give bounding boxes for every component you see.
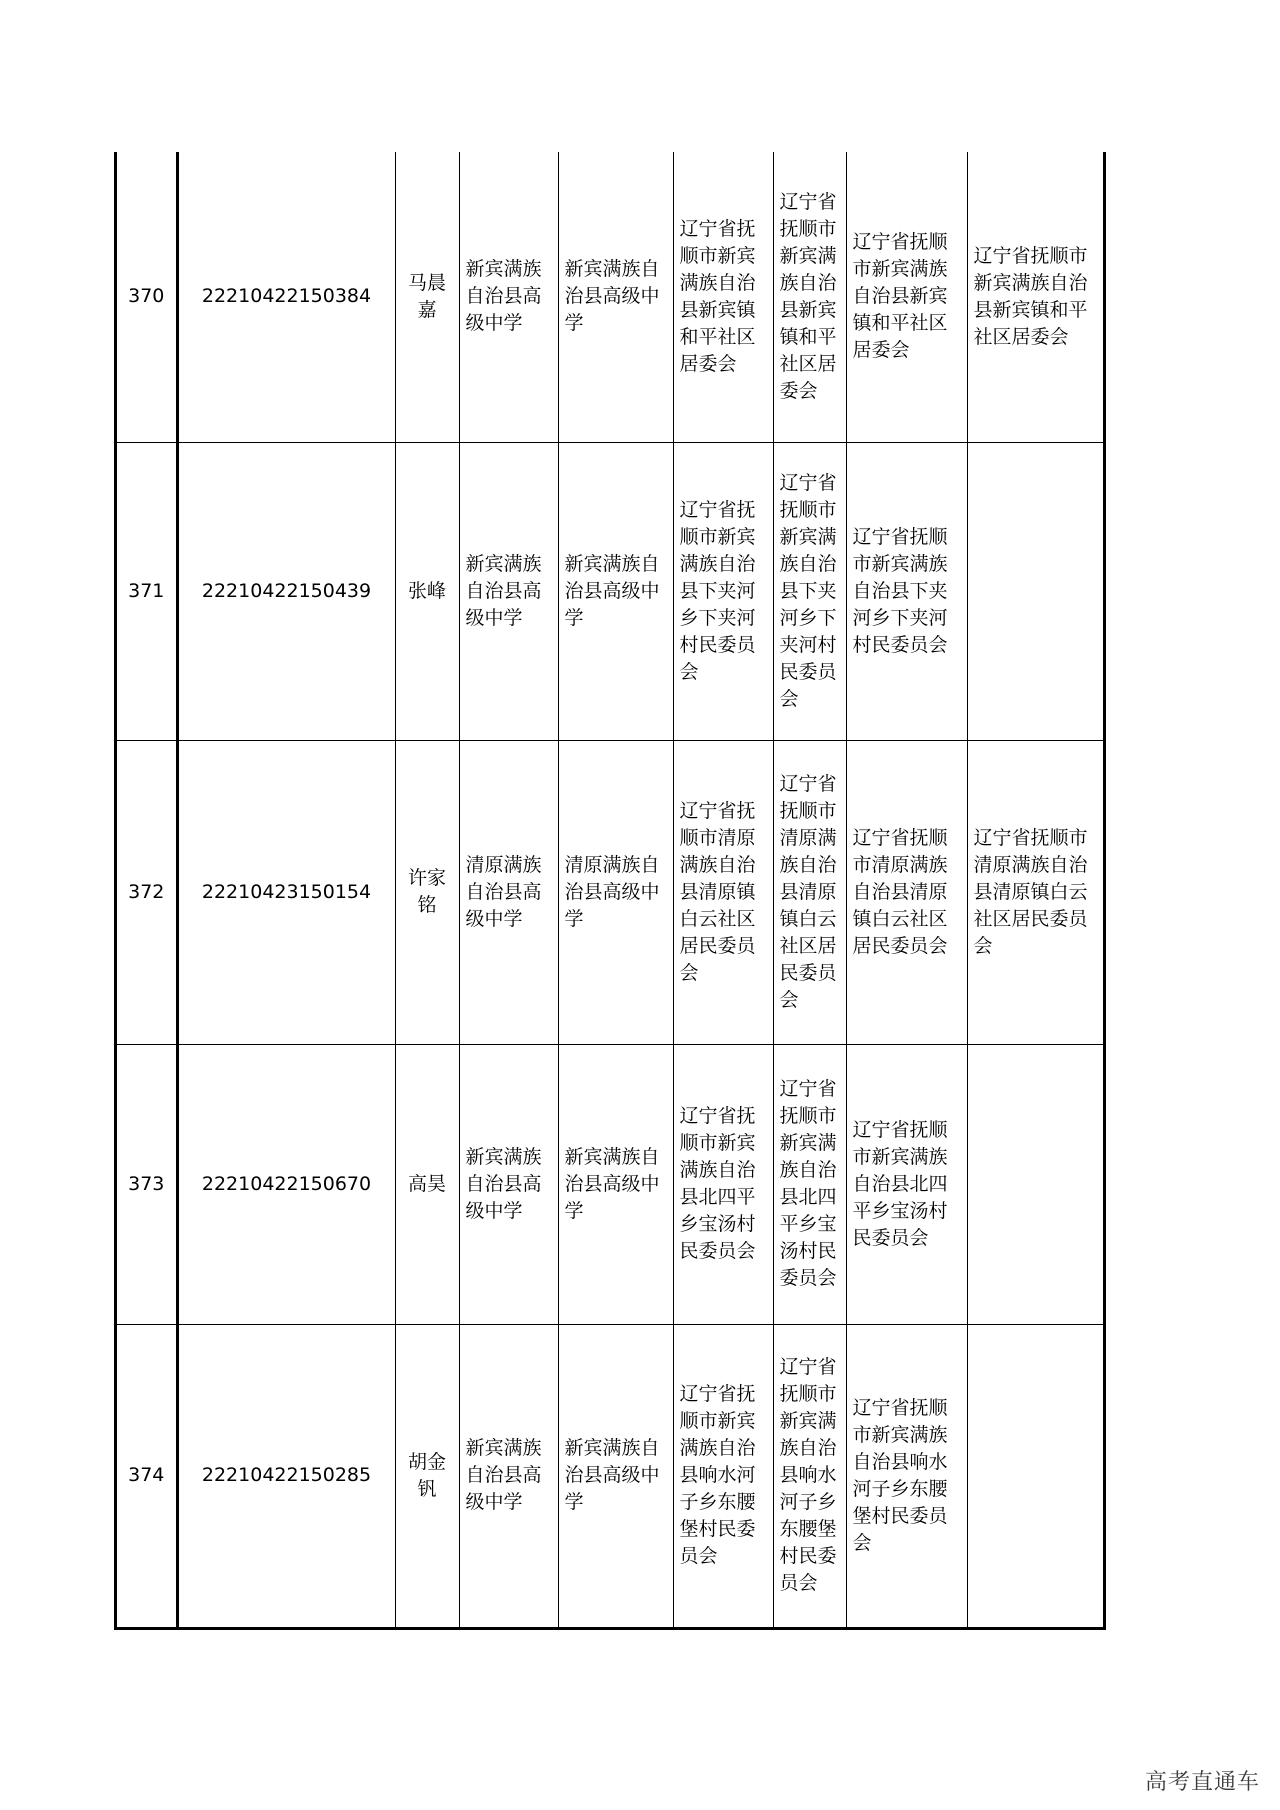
- registered-address: 辽宁省抚顺市新宾满族自治县北四平乡宝汤村民委员会: [673, 1044, 773, 1324]
- row-number: 373: [117, 1044, 177, 1324]
- registered-address: 辽宁省抚顺市新宾满族自治县响水河子乡东腰堡村民委员会: [673, 1324, 773, 1627]
- student-name: 胡金钒: [395, 1324, 459, 1627]
- residence-address: 辽宁省抚顺市新宾满族自治县下夹河乡下夹河村民委员会: [846, 442, 967, 740]
- household-address: 辽宁省抚顺市新宾满族自治县新宾镇和平社区居委会: [773, 152, 846, 442]
- exam-id: 22210422150439: [177, 442, 395, 740]
- roster-table: [114, 152, 1106, 1630]
- school-name: 清原满族自治县高级中学: [459, 740, 558, 1044]
- registered-address: 辽宁省抚顺市新宾满族自治县下夹河乡下夹河村民委员会: [673, 442, 773, 740]
- student-name: 张峰: [395, 442, 459, 740]
- school-name-2: 新宾满族自治县高级中学: [558, 1044, 673, 1324]
- school-name-2: 新宾满族自治县高级中学: [558, 152, 673, 442]
- guardian-address: [967, 1044, 1103, 1324]
- residence-address: 辽宁省抚顺市新宾满族自治县北四平乡宝汤村民委员会: [846, 1044, 967, 1324]
- household-address: 辽宁省抚顺市新宾满族自治县下夹河乡下夹河村民委员会: [773, 442, 846, 740]
- table-row: [117, 152, 1103, 442]
- student-name: 高昊: [395, 1044, 459, 1324]
- watermark-text: 高考直通车: [1144, 1770, 1260, 1795]
- registered-address: 辽宁省抚顺市新宾满族自治县新宾镇和平社区居委会: [673, 152, 773, 442]
- roster-grid: [117, 152, 1103, 1627]
- residence-address: 辽宁省抚顺市新宾满族自治县新宾镇和平社区居委会: [846, 152, 967, 442]
- row-number: 372: [117, 740, 177, 1044]
- school-name: 新宾满族自治县高级中学: [459, 1044, 558, 1324]
- guardian-address: [967, 1324, 1103, 1627]
- school-name-2: 新宾满族自治县高级中学: [558, 1324, 673, 1627]
- household-address: 辽宁省抚顺市清原满族自治县清原镇白云社区居民委员会: [773, 740, 846, 1044]
- school-name: 新宾满族自治县高级中学: [459, 1324, 558, 1627]
- exam-id: 22210422150384: [177, 152, 395, 442]
- school-name: 新宾满族自治县高级中学: [459, 152, 558, 442]
- table-row: [117, 1324, 1103, 1627]
- exam-id: 22210422150285: [177, 1324, 395, 1627]
- row-number: 370: [117, 152, 177, 442]
- table-row: [117, 1044, 1103, 1324]
- residence-address: 辽宁省抚顺市清原满族自治县清原镇白云社区居民委员会: [846, 740, 967, 1044]
- exam-id: 22210422150670: [177, 1044, 395, 1324]
- table-row: [117, 740, 1103, 1044]
- guardian-address: [967, 442, 1103, 740]
- registered-address: 辽宁省抚顺市清原满族自治县清原镇白云社区居民委员会: [673, 740, 773, 1044]
- household-address: 辽宁省抚顺市新宾满族自治县响水河子乡东腰堡村民委员会: [773, 1324, 846, 1627]
- residence-address: 辽宁省抚顺市新宾满族自治县响水河子乡东腰堡村民委员会: [846, 1324, 967, 1627]
- household-address: 辽宁省抚顺市新宾满族自治县北四平乡宝汤村民委员会: [773, 1044, 846, 1324]
- exam-id: 22210423150154: [177, 740, 395, 1044]
- school-name-2: 清原满族自治县高级中学: [558, 740, 673, 1044]
- row-number: 371: [117, 442, 177, 740]
- row-number: 374: [117, 1324, 177, 1627]
- table-row: [117, 442, 1103, 740]
- student-name: 许家铭: [395, 740, 459, 1044]
- school-name: 新宾满族自治县高级中学: [459, 442, 558, 740]
- school-name-2: 新宾满族自治县高级中学: [558, 442, 673, 740]
- student-name: 马晨嘉: [395, 152, 459, 442]
- guardian-address: 辽宁省抚顺市新宾满族自治县新宾镇和平社区居委会: [967, 152, 1103, 442]
- guardian-address: 辽宁省抚顺市清原满族自治县清原镇白云社区居民委员会: [967, 740, 1103, 1044]
